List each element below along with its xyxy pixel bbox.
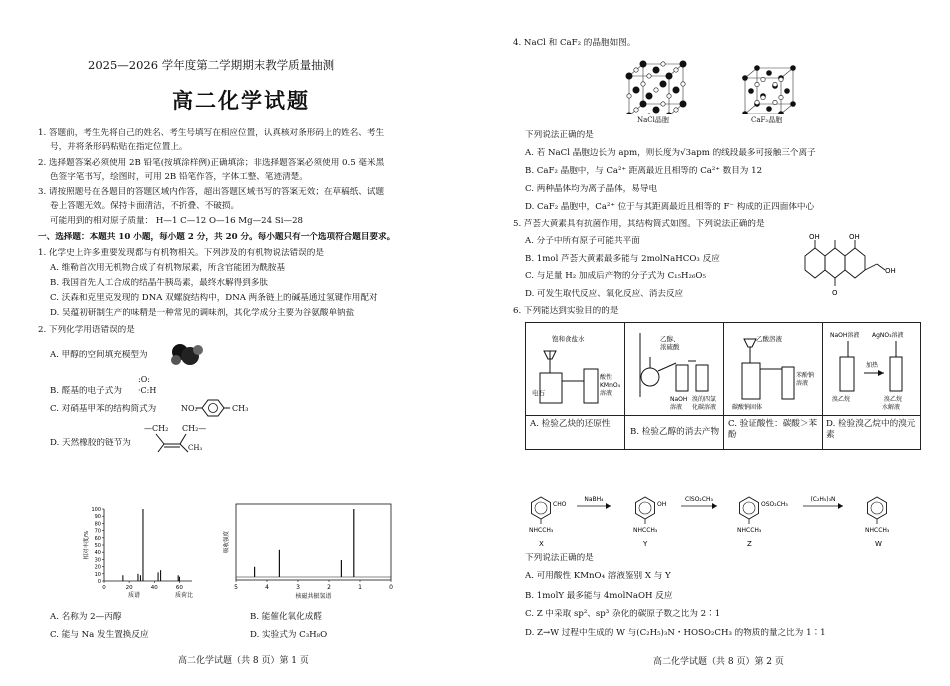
q1-option-d: D. 吴蕴初研制生产的味精是一种常见的调味剂，其化学成分主要为谷氨酸单钠盐 bbox=[50, 308, 355, 318]
q1-option-a: A. 维勒首次用无机物合成了有机物尿素，所含官能团为酰胺基 bbox=[50, 263, 286, 273]
ca-ion bbox=[790, 65, 796, 71]
ms-x-tick-label: 60 bbox=[175, 585, 183, 591]
ion bbox=[641, 82, 645, 86]
instruction-line: 色签字笔书写，绘图时，可用 2B 铅笔作答，字体工整、笔迹清楚。 bbox=[50, 172, 308, 182]
nmr-x-tick-label: 4 bbox=[265, 584, 269, 591]
svg-text:乙酸溶液: 乙酸溶液 bbox=[756, 335, 782, 343]
reagent-label: NaBH₄ bbox=[584, 496, 604, 503]
q1-option-c: C. 沃森和克里克发现的 DNA 双螺旋结构中，DNA 两条链上的碱基通过氢键作用配对 bbox=[50, 293, 378, 303]
ion bbox=[640, 61, 646, 67]
ms-y-tick-label: 40 bbox=[94, 550, 101, 557]
ion bbox=[634, 108, 638, 112]
reagent-label: (C₂H₅)₃N bbox=[810, 496, 836, 503]
q4-option-b: B. CaF₂ 晶胞中，与 Ca²⁺ 距离最近且相等的 Ca²⁺ 数目为 12 bbox=[525, 166, 763, 176]
nacl-unit-cell-diagram bbox=[621, 50, 693, 114]
substituent-label: NHCCH₃ bbox=[737, 527, 762, 534]
instruction-line: 3. 请按照题号在各题目的答题区域内作答，超出答题区域书写的答案无效；在草稿纸、试题 bbox=[38, 187, 385, 197]
ms-y-tick-label: 50 bbox=[94, 543, 101, 549]
svg-text:化碳溶液: 化碳溶液 bbox=[692, 404, 717, 411]
rubber-left: —CH₂ bbox=[144, 424, 169, 433]
svg-text:OH: OH bbox=[885, 267, 896, 275]
aldehyde-electron-formula: :O: ·C:H bbox=[138, 375, 157, 395]
substituent-label: NHCCH₃ bbox=[633, 527, 658, 534]
ms-y-label: 相对丰度/% bbox=[84, 530, 90, 560]
q3-option-a: A. 名称为 2—丙醇 bbox=[50, 612, 122, 622]
ion bbox=[674, 108, 678, 112]
ca-ion bbox=[766, 106, 772, 112]
q7-option-a: A. 可用酸性 KMnO₄ 溶液鉴别 X 与 Y bbox=[525, 571, 671, 581]
arrow-head bbox=[712, 503, 717, 509]
ms-y-tick-label: 30 bbox=[94, 557, 101, 564]
substituent-label: NHCCH₃ bbox=[529, 527, 554, 534]
q7-option-b: B. 1molY 最多能与 4molNaOH 反应 bbox=[525, 591, 673, 601]
side-group-label: OH bbox=[657, 501, 667, 508]
f-ion bbox=[773, 82, 777, 86]
f-ion bbox=[755, 100, 759, 104]
ms-x-tick-label: 0 bbox=[102, 585, 106, 591]
svg-text:溴乙烷: 溴乙烷 bbox=[884, 396, 903, 403]
f-ion bbox=[773, 100, 777, 104]
q6-option-c: C. 验证酸性：碳酸＞苯酚 bbox=[728, 419, 818, 440]
page-1-footer: 高二化学试题（共 8 页）第 1 页 bbox=[178, 656, 309, 666]
q7-option-c: C. Z 中采取 sp²、sp³ 杂化的碳原子数之比为 2∶1 bbox=[525, 609, 721, 619]
ion bbox=[674, 68, 678, 72]
side-group-label: CHO bbox=[553, 501, 567, 508]
instruction-line: 卷上答题无效。保持卡面清洁，不折叠、不破损。 bbox=[50, 201, 240, 211]
page-2 bbox=[475, 0, 950, 686]
q1-option-b: B. 我国首先人工合成的结晶牛胰岛素，最终水解得到多肽 bbox=[50, 278, 269, 288]
benzene-ring bbox=[636, 497, 655, 519]
svg-text:碳酸钠固体: 碳酸钠固体 bbox=[732, 404, 763, 411]
ion bbox=[660, 81, 666, 87]
q6-stem: 6. 下列能达到实验目的的是 bbox=[513, 306, 619, 316]
ion bbox=[661, 62, 665, 66]
ca-ion bbox=[748, 88, 754, 94]
nitro-group-label: NO₂ bbox=[181, 404, 198, 413]
q1-stem: 1. 化学史上许多重要发现都与有机物相关。下列涉及的有机物说法错误的是 bbox=[38, 248, 324, 258]
svg-text:苯酚钠: 苯酚钠 bbox=[796, 372, 815, 379]
svg-text:AgNO₃溶液: AgNO₃溶液 bbox=[872, 332, 904, 339]
compound-label: Z bbox=[747, 540, 752, 548]
q2-option-a: A. 甲醇的空间填充模型为 bbox=[50, 350, 148, 360]
aromatic-circle bbox=[743, 502, 755, 514]
benzene-ring bbox=[740, 497, 759, 519]
ion bbox=[654, 88, 658, 92]
q3-option-c: C. 能与 Na 发生置换反应 bbox=[50, 630, 149, 640]
svg-text:浓硫酸: 浓硫酸 bbox=[660, 343, 680, 351]
svg-text:OH: OH bbox=[809, 233, 820, 241]
q2-option-b: B. 醛基的电子式为 bbox=[50, 386, 122, 396]
ms-y-tick-label: 0 bbox=[97, 579, 101, 585]
f-ion bbox=[755, 82, 759, 86]
nmr-x-tick-label: 3 bbox=[296, 584, 300, 591]
benzene-ring bbox=[868, 497, 887, 519]
q3-option-d: D. 实验式为 C₃H₈O bbox=[250, 630, 328, 640]
ion bbox=[681, 82, 685, 86]
svg-text:溴的四氯: 溴的四氯 bbox=[692, 396, 717, 403]
q2-stem: 2. 下列化学用语错误的是 bbox=[38, 325, 135, 335]
substituent-label: NHCCH₃ bbox=[865, 527, 890, 534]
side-group-label: OSO₂CH₃ bbox=[761, 501, 788, 508]
ion bbox=[633, 87, 639, 93]
ion bbox=[653, 107, 659, 113]
nmr-x-tick-label: 1 bbox=[358, 584, 362, 591]
compound-label: Y bbox=[643, 540, 648, 548]
ms-y-tick-label: 10 bbox=[94, 571, 101, 578]
ion bbox=[680, 101, 686, 107]
q5-option-d: D. 可发生取代反应、氧化反应、消去反应 bbox=[525, 289, 684, 299]
nmr-x-tick-label: 5 bbox=[234, 584, 238, 591]
compound-label: X bbox=[539, 540, 544, 548]
svg-text:溶液: 溶液 bbox=[600, 390, 613, 397]
f-ion bbox=[761, 77, 765, 81]
q4-option-c: C. 两种晶体均为离子晶体，易导电 bbox=[525, 184, 658, 194]
arrow-head bbox=[838, 503, 843, 509]
svg-text:OH: OH bbox=[849, 233, 860, 241]
subject-title: 高二化学试题 bbox=[172, 89, 310, 113]
compound-label: W bbox=[875, 540, 882, 548]
nmr-frame bbox=[236, 504, 391, 580]
svg-text:O: O bbox=[832, 289, 838, 297]
svg-text:乙醇、: 乙醇、 bbox=[660, 335, 680, 343]
q6-option-a: A. 检验乙炔的还原性 bbox=[530, 419, 611, 429]
f-ion bbox=[779, 95, 783, 99]
ca-ion bbox=[790, 101, 796, 107]
svg-text:电石: 电石 bbox=[532, 389, 545, 397]
ca-ion bbox=[778, 111, 784, 114]
ms-x-tick-label: 40 bbox=[150, 585, 158, 591]
ion bbox=[626, 113, 632, 114]
section-title: 一、选择题：本题共 10 小题，每小题 2 分，共 20 分。每小题只有一个选项符合题目要求。 bbox=[38, 232, 396, 242]
ms-caption: 质谱 bbox=[127, 592, 141, 599]
svg-text:KMnO₄: KMnO₄ bbox=[600, 382, 621, 389]
methyl-label: CH₃ bbox=[232, 404, 249, 413]
instruction-line: 2. 选择题答案必须使用 2B 铅笔(按填涂样例)正确填涂；非选择题答案必须使用 0.5 毫米黑 bbox=[38, 158, 385, 168]
ms-y-tick-label: 100 bbox=[91, 507, 101, 513]
ion bbox=[673, 87, 679, 93]
ca-ion bbox=[766, 70, 772, 76]
ion bbox=[627, 94, 631, 98]
q3-option-b: B. 能催化氧化成醛 bbox=[250, 612, 322, 622]
caf2-caption: CaF₂晶胞 bbox=[751, 116, 783, 124]
svg-text:加热: 加热 bbox=[866, 362, 879, 369]
q5-option-c: C. 与足量 H₂ 加成后产物的分子式为 C₁₅H₂₆O₅ bbox=[525, 271, 706, 281]
ion bbox=[661, 102, 665, 106]
q6-option-b: B. 检验乙醇的消去产物 bbox=[630, 427, 720, 437]
q6-apparatus-table bbox=[525, 322, 921, 450]
svg-text:酸性: 酸性 bbox=[600, 374, 613, 381]
instruction-line: 1. 答题前，考生先将自己的姓名、考生号填写在相应位置，认真核对条形码上的姓名、考生 bbox=[38, 128, 385, 138]
ms-x-label: 质荷比 bbox=[174, 592, 194, 599]
ms-y-tick-label: 90 bbox=[94, 514, 101, 521]
aloe-emodin-structure bbox=[797, 232, 903, 298]
q4-prompt: 下列说法正确的是 bbox=[525, 130, 594, 140]
svg-text:NaOH溶液: NaOH溶液 bbox=[830, 332, 860, 339]
caf2-unit-cell-diagram bbox=[737, 56, 801, 114]
q2-option-d: D. 天然橡胶的链节为 bbox=[50, 438, 131, 448]
ion bbox=[640, 101, 646, 107]
ms-y-tick-label: 80 bbox=[94, 521, 101, 528]
svg-text:水解液: 水解液 bbox=[882, 404, 901, 411]
q5-option-b: B. 1mol 芦荟大黄素最多能与 2molNaHCO₃ 反应 bbox=[525, 254, 720, 264]
ion bbox=[647, 74, 651, 78]
ca-ion bbox=[742, 111, 748, 114]
ion bbox=[634, 68, 638, 72]
ion bbox=[666, 113, 672, 114]
methanol-space-filling-model bbox=[168, 340, 208, 368]
ion bbox=[667, 94, 671, 98]
instruction-line: 号，并将条形码粘贴在指定位置上。 bbox=[50, 142, 188, 152]
ca-ion bbox=[754, 65, 760, 71]
arrow-head bbox=[606, 503, 611, 509]
apparatus-b-diagram bbox=[630, 327, 722, 413]
ion bbox=[626, 73, 632, 79]
q7-option-d: D. Z→W 过程中生成的 W 与(C₂H₅)₃N・HOSO₂CH₃ 的物质的量之比为 1∶1 bbox=[525, 628, 826, 638]
aromatic-circle bbox=[639, 502, 651, 514]
q7-prompt: 下列说法正确的是 bbox=[525, 553, 594, 563]
ion bbox=[666, 73, 672, 79]
svg-text:溴乙烷: 溴乙烷 bbox=[832, 396, 851, 403]
nmr-x-tick-label: 0 bbox=[389, 584, 393, 591]
q7-reaction-scheme bbox=[513, 486, 933, 548]
q4-option-d: D. CaF₂ 晶胞中，Ca²⁺ 位于与其距离最近且相等的 F⁻ 构成的正四面体中心 bbox=[525, 202, 815, 212]
nmr-caption: 核磁共振氢谱 bbox=[295, 593, 332, 600]
ion bbox=[653, 67, 659, 73]
exam-title: 2025—2026 学年度第二学期期末教学质量抽测 bbox=[88, 58, 335, 72]
benzene-ring bbox=[532, 497, 551, 519]
apparatus-a-diagram bbox=[530, 329, 622, 413]
ms-y-tick-label: 20 bbox=[94, 564, 101, 571]
ca-ion bbox=[784, 88, 790, 94]
svg-text:NaOH: NaOH bbox=[670, 396, 688, 403]
ms-y-tick-label: 70 bbox=[94, 528, 101, 535]
q6-option-d: D. 检验溴乙烷中的溴元素 bbox=[826, 419, 916, 440]
benzene-ring-icon bbox=[196, 398, 230, 418]
nmr-spectrum-chart bbox=[222, 500, 397, 605]
q5-stem: 5. 芦荟大黄素具有抗菌作用，其结构简式如图。下列说法正确的是 bbox=[513, 219, 765, 229]
f-ion bbox=[779, 77, 783, 81]
apparatus-d-diagram bbox=[826, 327, 918, 413]
svg-text:溶液: 溶液 bbox=[670, 404, 683, 411]
atomic-mass-line: 可能用到的相对原子质量： H—1 C—12 O—16 Mg—24 Si—28 bbox=[50, 216, 304, 226]
nmr-y-label: 吸收强度 bbox=[224, 530, 230, 554]
svg-text:溶液: 溶液 bbox=[796, 380, 809, 387]
q5-option-a: A. 分子中所有原子可能共平面 bbox=[525, 236, 640, 246]
ca-ion bbox=[742, 75, 748, 81]
aromatic-circle bbox=[535, 502, 547, 514]
reagent-label: ClSO₂CH₃ bbox=[685, 496, 713, 503]
mass-spectrum-chart bbox=[82, 505, 200, 605]
ms-x-tick-label: 20 bbox=[125, 585, 133, 591]
rubber-methyl: CH₃ bbox=[188, 444, 203, 452]
ion bbox=[646, 93, 652, 99]
ion bbox=[680, 61, 686, 67]
q4-stem: 4. NaCl 和 CaF₂ 的晶胞如图。 bbox=[513, 38, 636, 48]
nmr-x-tick-label: 2 bbox=[327, 584, 331, 591]
rubber-right: CH₂— bbox=[182, 424, 207, 433]
page-2-footer: 高二化学试题（共 8 页）第 2 页 bbox=[653, 657, 784, 667]
f-ion bbox=[761, 95, 765, 99]
aromatic-circle bbox=[871, 502, 883, 514]
apparatus-c-diagram bbox=[728, 329, 820, 413]
q2-option-c: C. 对硝基甲苯的结构简式为 bbox=[50, 404, 157, 414]
label-a1: 饱和食盐水 bbox=[552, 335, 585, 343]
q4-option-a: A. 若 NaCl 晶胞边长为 apm，则长度为√3apm 的线段最多可接触三个离子 bbox=[525, 148, 816, 158]
nacl-caption: NaCl晶胞 bbox=[637, 116, 669, 124]
ms-y-tick-label: 60 bbox=[94, 535, 101, 542]
